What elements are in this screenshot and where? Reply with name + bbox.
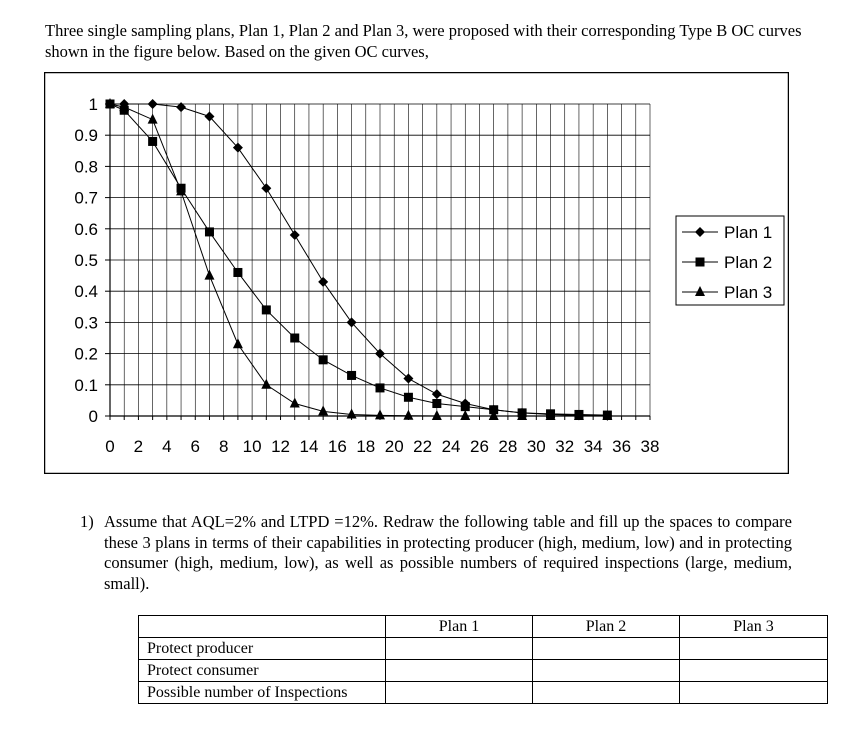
x-tick-label: 14 — [299, 437, 319, 456]
x-tick-label: 26 — [470, 437, 489, 456]
y-tick-label: 0.9 — [74, 126, 98, 146]
table-row — [139, 682, 828, 704]
data-point-plan-2 — [290, 334, 299, 343]
data-point-plan-2 — [404, 393, 413, 402]
data-point-plan-2 — [319, 355, 328, 364]
x-tick-label: 38 — [640, 437, 660, 456]
y-tick-label: 0.4 — [74, 282, 98, 302]
x-tick-label: 36 — [612, 437, 632, 456]
table-cell — [533, 682, 680, 704]
table-cell — [533, 660, 680, 682]
table-header-plan-3: Plan 3 — [680, 616, 828, 638]
table-header-corner — [139, 616, 386, 638]
y-tick-label: 1 — [88, 95, 98, 114]
legend-label-plan-2: Plan 2 — [724, 253, 773, 272]
x-tick-label: 10 — [242, 437, 262, 456]
x-tick-label: 18 — [356, 437, 376, 456]
data-point-plan-2 — [148, 137, 157, 146]
legend-label-plan-3: Plan 3 — [724, 283, 773, 302]
table-cell — [386, 660, 533, 682]
table-cell — [533, 638, 680, 660]
x-tick-label: 0 — [105, 437, 115, 456]
y-tick-label: 0.6 — [74, 219, 98, 239]
data-point-plan-2 — [347, 371, 356, 380]
x-tick-label: 34 — [583, 437, 603, 456]
legend-label-plan-1: Plan 1 — [724, 223, 773, 242]
data-point-plan-2 — [461, 402, 470, 411]
table-header-plan-1: Plan 1 — [386, 616, 533, 638]
y-tick-label: 0.8 — [74, 157, 98, 177]
x-tick-label: 24 — [441, 437, 461, 456]
oc-chart-svg — [44, 72, 789, 474]
table-cell — [680, 638, 828, 660]
x-tick-label: 2 — [133, 437, 144, 456]
table-header-row — [139, 616, 828, 638]
x-tick-label: 28 — [498, 437, 518, 456]
row-label-inspections: Possible number of Inspections — [139, 682, 386, 704]
x-tick-label: 30 — [526, 437, 546, 456]
table-cell — [680, 660, 828, 682]
table-cell — [386, 682, 533, 704]
x-tick-label: 4 — [162, 437, 172, 456]
table-cell — [680, 682, 828, 704]
data-point-plan-2 — [233, 268, 242, 277]
table-cell — [386, 638, 533, 660]
data-point-plan-2 — [376, 383, 385, 392]
oc-curve-chart — [44, 72, 789, 474]
x-tick-label: 22 — [413, 437, 433, 456]
comparison-table — [138, 615, 828, 704]
intro-paragraph — [45, 20, 805, 62]
data-point-plan-2 — [205, 227, 214, 236]
question-1 — [80, 512, 792, 594]
legend-marker-plan-2 — [696, 258, 705, 267]
y-tick-label: 0.7 — [74, 188, 98, 208]
x-tick-label: 8 — [218, 437, 229, 456]
table-row — [139, 660, 828, 682]
question-text: Assume that AQL=2% and LTPD =12%. Redraw the following table and fill up the spaces to compare these 3 plans in terms of their capabilities in protecting producer (high, medium, low) and in protecting consumer (high, medium, low), as well as possible numbers of required inspections (large, medium, small). — [104, 512, 792, 593]
x-tick-label: 32 — [555, 437, 575, 456]
question-number: 1) — [80, 512, 94, 531]
x-tick-label: 6 — [190, 437, 200, 456]
data-point-plan-2 — [432, 399, 441, 408]
table-row — [139, 638, 828, 660]
row-label-protect-producer: Protect producer — [139, 638, 386, 660]
y-tick-label: 0 — [88, 407, 98, 426]
y-tick-label: 0.3 — [74, 313, 98, 333]
intro-text: Three single sampling plans, Plan 1, Plan 2 and Plan 3, were proposed with their corresponding Type B OC curves shown in the figure below. Based on the given OC curves, — [45, 21, 802, 61]
row-label-protect-consumer: Protect consumer — [139, 660, 386, 682]
data-point-plan-2 — [262, 305, 271, 314]
x-tick-label: 12 — [271, 437, 290, 456]
table-header-plan-2: Plan 2 — [533, 616, 680, 638]
y-tick-label: 0.5 — [74, 251, 98, 270]
y-tick-label: 0.1 — [74, 375, 98, 395]
y-tick-label: 0.2 — [74, 344, 98, 364]
x-tick-label: 16 — [327, 437, 347, 456]
x-tick-label: 20 — [384, 437, 404, 456]
